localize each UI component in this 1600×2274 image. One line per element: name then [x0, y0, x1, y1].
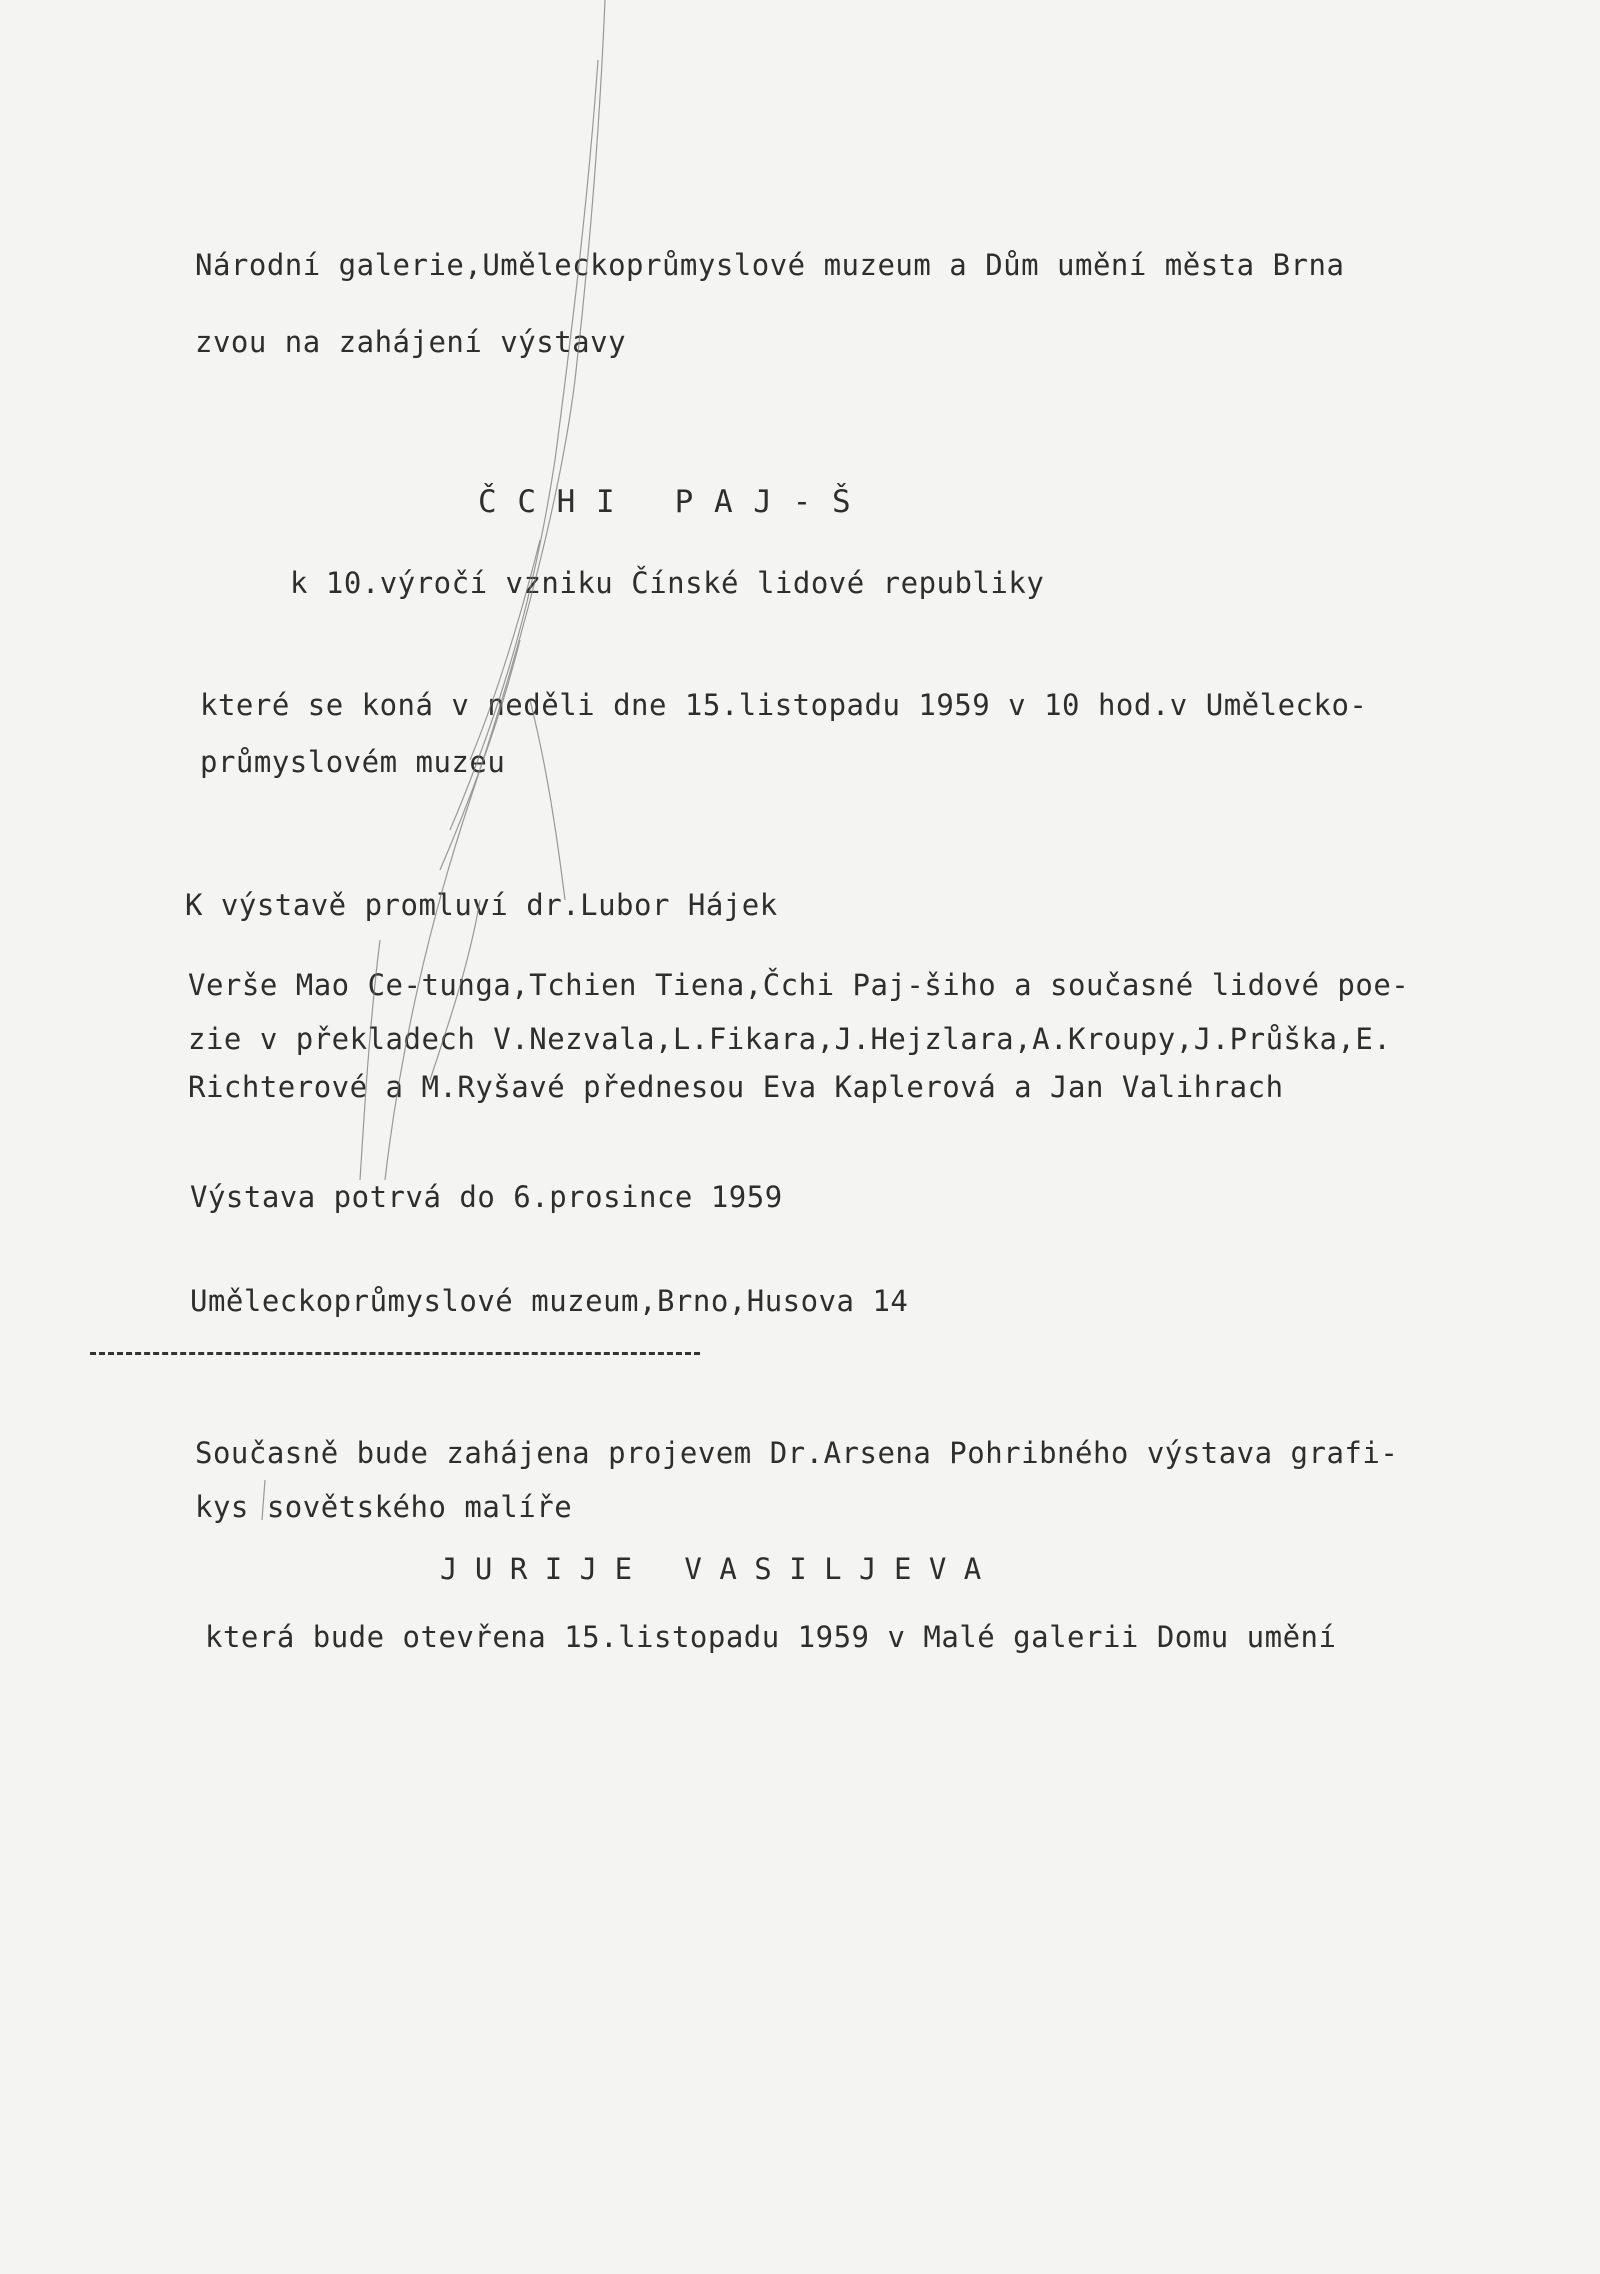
date-line-2: průmyslovém muzeu — [200, 745, 506, 779]
verses-line-2: zie v překladech V.Nezvala,L.Fikara,J.Hejzlara,A.Kroupy,J.Průška,E. — [188, 1022, 1392, 1056]
address-line: Uměleckoprůmyslové muzeum,Brno,Husova 14 — [190, 1284, 909, 1318]
exhibition-title: Č C H I P A J - Š — [478, 484, 852, 520]
artist-name: J U R I J E V A S I L J E V A — [440, 1552, 982, 1586]
date-line-1: které se koná v neděli dne 15.listopadu 1959 v 10 hod.v Umělecko- — [200, 688, 1368, 722]
subtitle-line: k 10.výročí vzniku Čínské lidové republiky — [290, 566, 1045, 600]
dashed-separator — [90, 1352, 700, 1355]
verses-line-3: Richterové a M.Ryšavé přednesou Eva Kaplerová a Jan Valihrach — [188, 1070, 1284, 1104]
closing-line: která bude otevřena 15.listopadu 1959 v Malé galerii Domu umění — [205, 1620, 1337, 1654]
intro-line-2: zvou na zahájení výstavy — [195, 325, 627, 359]
speech-line: K výstavě promluví dr.Lubor Hájek — [185, 888, 778, 922]
verses-line-1: Verše Mao Ce-tunga,Tchien Tiena,Čchi Paj-šiho a současné lidové poe- — [188, 968, 1410, 1002]
second-exhibition-line-2: kys sovětského malíře — [195, 1490, 573, 1524]
duration-line: Výstava potrvá do 6.prosince 1959 — [190, 1180, 783, 1214]
intro-line-1: Národní galerie,Uměleckoprůmyslové muzeum a Dům umění města Brna — [195, 248, 1345, 282]
second-exhibition-line-1: Současně bude zahájena projevem Dr.Arsena Pohribného výstava grafi- — [195, 1436, 1399, 1470]
